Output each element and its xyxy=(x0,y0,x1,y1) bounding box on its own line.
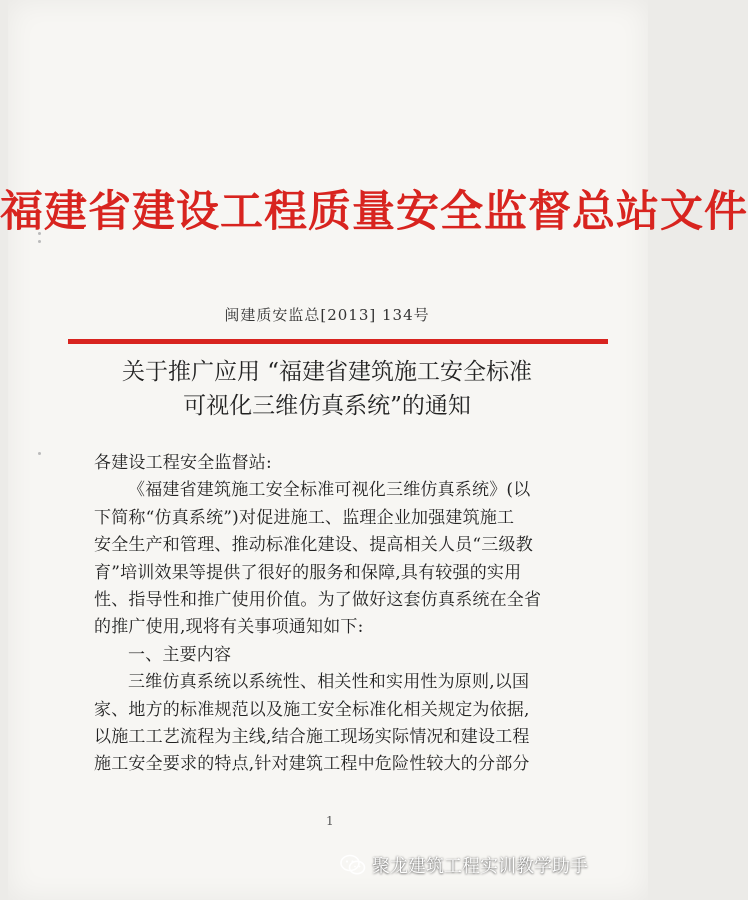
red-divider-line xyxy=(68,339,608,344)
body-line: 家、地方的标准规范以及施工安全标准化相关规定为依据, xyxy=(94,699,530,720)
watermark-text: 聚龙建筑工程实训教学助手 xyxy=(372,856,588,877)
wechat-icon xyxy=(340,854,366,876)
body-line: 以施工工艺流程为主线,结合施工现场实际情况和建设工程 xyxy=(94,727,530,748)
body-line: 下简称“仿真系统”)对促进施工、监理企业加强建筑施工 xyxy=(94,507,515,528)
page-number: 1 xyxy=(326,814,334,828)
binding-hole-mark xyxy=(38,240,41,243)
body-line: 安全生产和管理、推动标准化建设、提高相关人员“三级教 xyxy=(94,535,533,556)
notice-title xyxy=(0,355,654,423)
body-line: 三维仿真系统以系统性、相关性和实用性为原则,以国 xyxy=(128,672,530,693)
notice-body xyxy=(94,450,564,779)
binding-hole-mark xyxy=(38,452,41,455)
body-line: 一、主要内容 xyxy=(128,644,232,665)
body-line: 性、指导性和推广使用价值。为了做好这套仿真系统在全省 xyxy=(94,590,542,611)
organization-title: 福建省建设工程质量安全监督总站文件 xyxy=(0,187,748,237)
watermark xyxy=(340,852,588,878)
body-line: 施工安全要求的特点,针对建筑工程中危险性较大的分部分 xyxy=(94,754,530,775)
body-line: 《福建省建筑施工安全标准可视化三维仿真系统》(以 xyxy=(128,480,531,501)
document-number: 闽建质安监总[2013] 134号 xyxy=(224,306,430,324)
notice-title-line: 关于推广应用 “福建省建筑施工安全标准 xyxy=(121,359,533,385)
body-line: 育”培训效果等提供了很好的服务和保障,具有较强的实用 xyxy=(94,562,522,583)
notice-title-line: 可视化三维仿真系统”的通知 xyxy=(183,393,471,419)
body-line: 各建设工程安全监督站: xyxy=(94,453,272,473)
body-line: 的推广使用,现将有关事项通知如下: xyxy=(94,617,364,638)
